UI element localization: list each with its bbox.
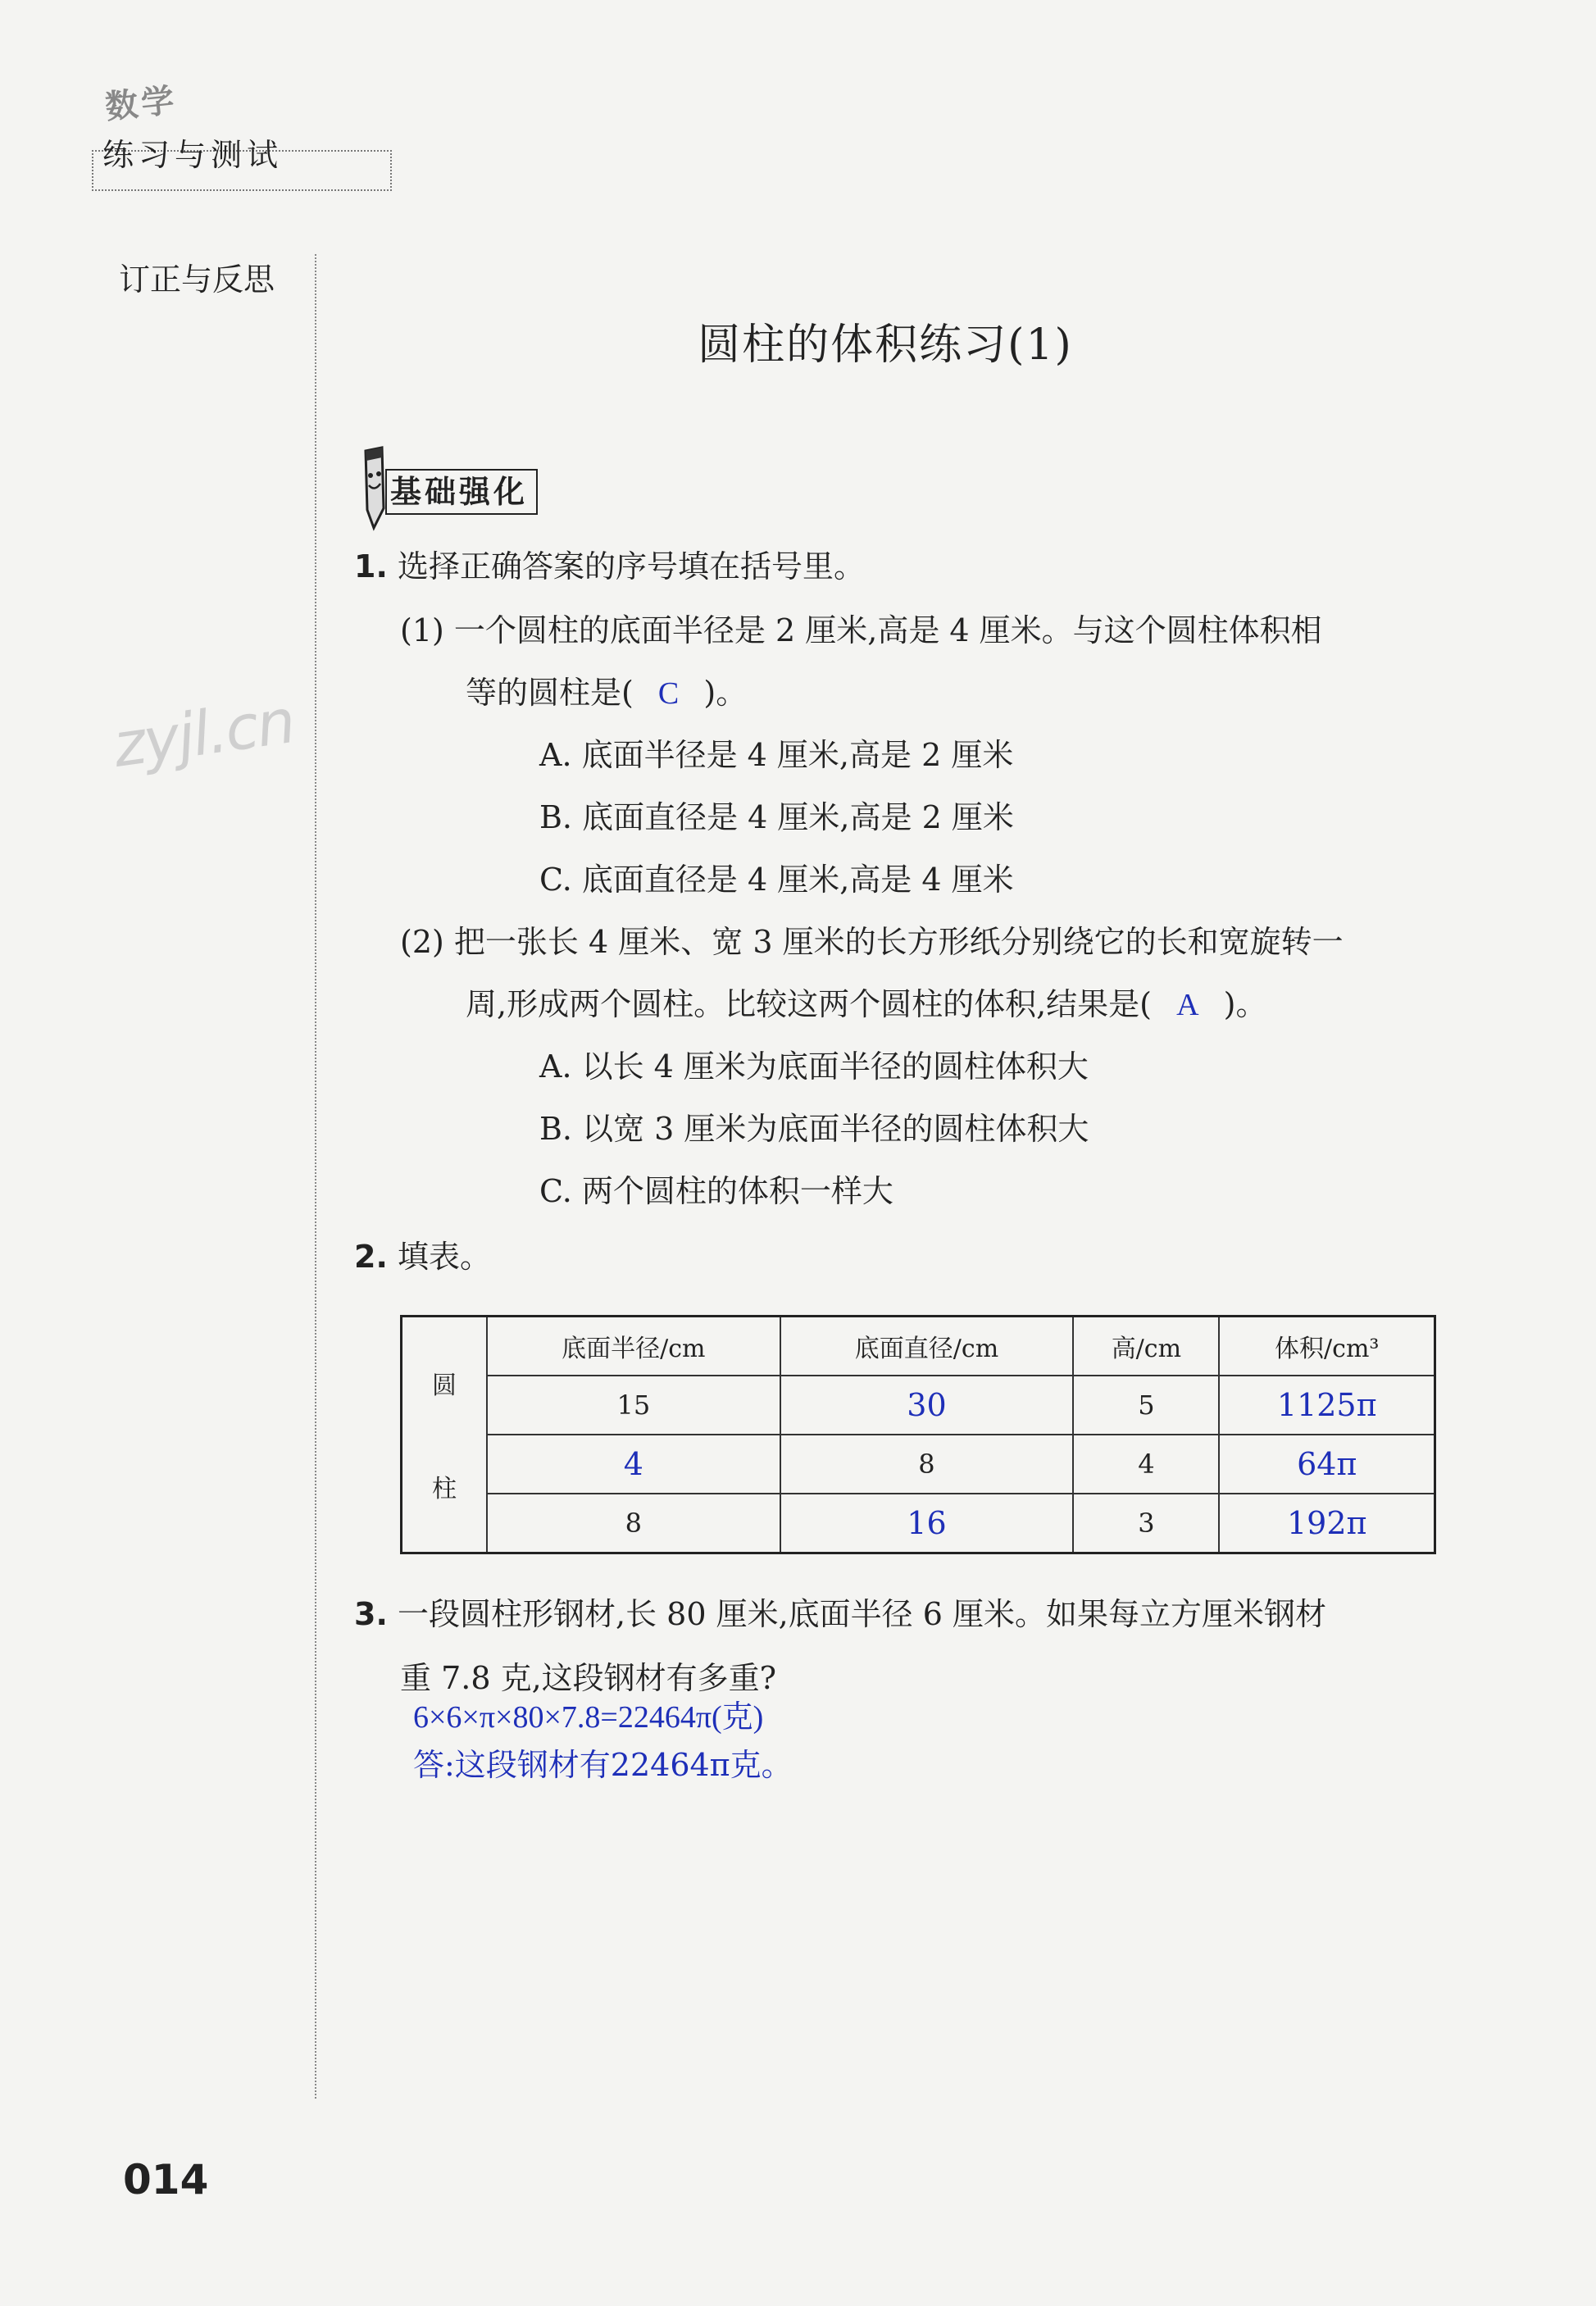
table-header: 高/cm [1073, 1317, 1219, 1376]
q1-sub1-answer: C [657, 676, 680, 711]
question-3-line1 [354, 1594, 1326, 1635]
watermark: zyjl.cn [109, 686, 298, 781]
table-row [402, 1494, 1435, 1553]
page-number: 014 [123, 2156, 209, 2204]
q1-sub1-stem-end: )。 [703, 675, 748, 711]
table-cell: 8 [780, 1435, 1074, 1494]
q1-sub2-option-b: B. 以宽 3 厘米为底面半径的圆柱体积大 [539, 1111, 1089, 1147]
table-cell-answer: 30 [780, 1376, 1074, 1435]
section-badge: 基础强化 [385, 469, 538, 515]
table-header-row [402, 1317, 1435, 1376]
table-cell-answer: 4 [487, 1435, 780, 1494]
row-label-bottom: 柱 [432, 1475, 457, 1503]
q1-sub1-option-a: A. 底面半径是 4 厘米,高是 2 厘米 [539, 737, 1014, 773]
table-cell-answer: 16 [780, 1494, 1074, 1553]
page-title: 圆柱的体积练习(1) [698, 321, 1073, 370]
table-cell: 3 [1073, 1494, 1219, 1553]
table-cell: 8 [487, 1494, 780, 1553]
table-cell-answer: 1125π [1219, 1376, 1435, 1435]
table-cell-answer: 192π [1219, 1494, 1435, 1553]
question-3-line2: 重 7.8 克,这段钢材有多重? [400, 1660, 777, 1696]
question-number: 1. [354, 548, 388, 584]
sidebar-label: 订正与反思 [119, 262, 275, 298]
question-text: 填表。 [397, 1239, 491, 1275]
row-label-top: 圆 [432, 1371, 457, 1400]
q1-sub1-option-c: C. 底面直径是 4 厘米,高是 4 厘米 [539, 862, 1014, 898]
q1-sub2-answer: A [1176, 988, 1199, 1022]
subject-label: 数学 [103, 81, 180, 127]
q3-working: 6×6×π×80×7.8=22464π(克) [413, 1700, 764, 1735]
question-text: 选择正确答案的序号填在括号里。 [397, 548, 865, 584]
question-text: 一段圆柱形钢材,长 80 厘米,底面半径 6 厘米。如果每立方厘米钢材 [397, 1596, 1326, 1632]
question-number: 3. [354, 1596, 388, 1632]
sidebar-divider [315, 254, 316, 2099]
table-row [402, 1376, 1435, 1435]
q3-answer: 答:这段钢材有22464π克。 [413, 1747, 793, 1783]
q1-sub1-line2 [466, 672, 747, 714]
table-row-label [402, 1317, 488, 1553]
question-number: 2. [354, 1239, 388, 1275]
table-header: 体积/cm³ [1219, 1317, 1435, 1376]
q1-sub1-stem: 等的圆柱是( [466, 675, 634, 711]
table-cell: 5 [1073, 1376, 1219, 1435]
q1-sub2-line2 [466, 984, 1266, 1026]
question-2-prompt [354, 1236, 491, 1277]
q1-sub1-option-b: B. 底面直径是 4 厘米,高是 2 厘米 [539, 799, 1014, 835]
q1-sub2-option-c: C. 两个圆柱的体积一样大 [539, 1173, 893, 1209]
table-row [402, 1435, 1435, 1494]
book-title: 练习与测试 [102, 137, 284, 173]
table-cell: 15 [487, 1376, 780, 1435]
question-1-prompt [354, 546, 865, 587]
table-header: 底面直径/cm [780, 1317, 1074, 1376]
fill-table [400, 1315, 1436, 1554]
table-cell-answer: 64π [1219, 1435, 1435, 1494]
q1-sub2-stem-end: )。 [1223, 986, 1267, 1022]
q1-sub2-line1: (2) 把一张长 4 厘米、宽 3 厘米的长方形纸分别绕它的长和宽旋转一 [400, 924, 1344, 960]
q1-sub2-option-a: A. 以长 4 厘米为底面半径的圆柱体积大 [539, 1048, 1089, 1085]
table-cell: 4 [1073, 1435, 1219, 1494]
q1-sub1-line1: (1) 一个圆柱的底面半径是 2 厘米,高是 4 厘米。与这个圆柱体积相 [400, 612, 1322, 648]
q1-sub2-stem: 周,形成两个圆柱。比较这两个圆柱的体积,结果是( [466, 986, 1152, 1022]
table-header: 底面半径/cm [487, 1317, 780, 1376]
